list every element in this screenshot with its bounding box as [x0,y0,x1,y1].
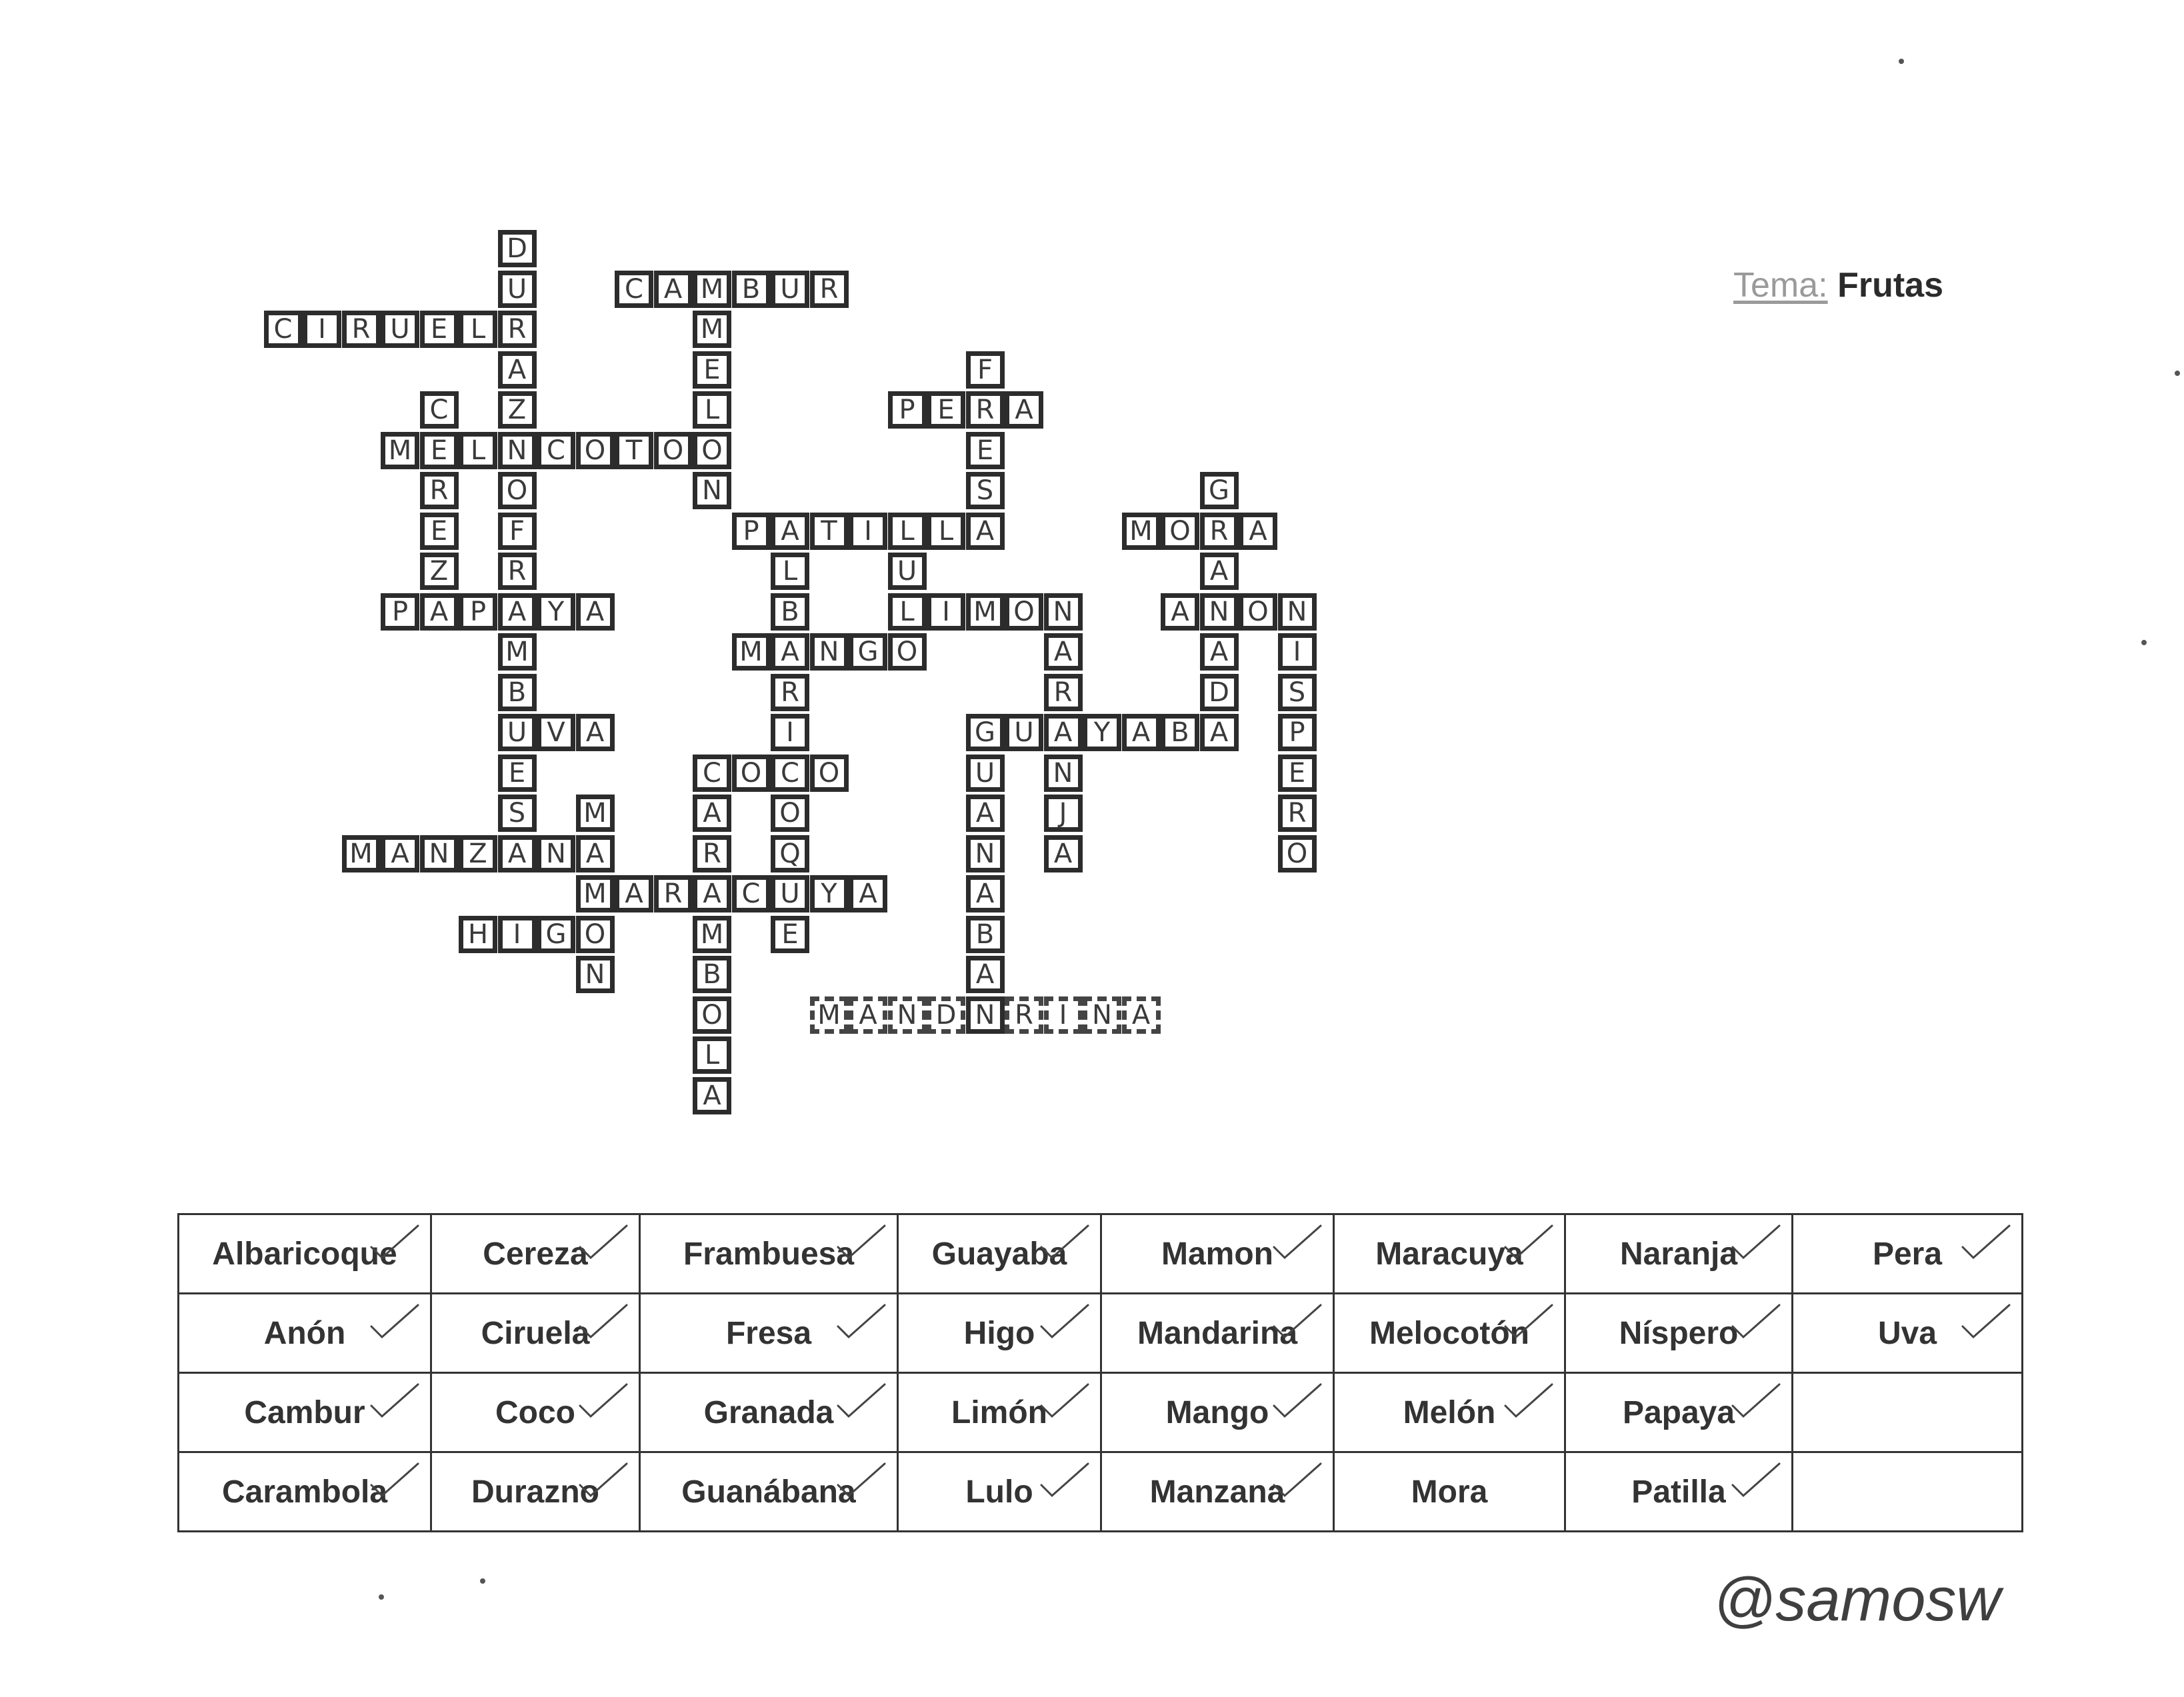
word-bank-row [179,1294,2023,1373]
crossword-cell: A [498,593,537,631]
crossword-cell: U [966,755,1005,792]
word-bank-word: Limón [951,1394,1047,1430]
crossword-cell: L [927,513,965,550]
crossword-cell: N [1083,996,1121,1034]
topic-heading [1733,265,1943,305]
crossword-cell: N [1278,593,1317,631]
word-bank-word: Papaya [1622,1394,1735,1430]
crossword-cell: G [537,916,575,953]
author-handle: @samosw [1713,1566,2001,1634]
word-bank-word: Fresa [725,1315,812,1351]
word-bank-word: Cereza [483,1236,588,1272]
crossword-cell: A [1200,553,1239,590]
word-bank-cell [1565,1452,1793,1532]
crossword-cell: T [615,432,653,469]
crossword-cell: U [498,271,537,308]
crossword-cell: O [693,432,731,469]
crossword-cell: A [1122,714,1161,751]
crossword-cell: U [771,875,809,912]
crossword-cell: A [615,875,653,912]
word-bank-cell [640,1373,898,1452]
crossword-cell: Z [420,553,459,590]
crossword-cell: A [693,1077,731,1114]
crossword-cell: E [420,513,459,550]
word-bank-cell [1793,1452,2023,1532]
word-bank-cell [1565,1214,1793,1294]
crossword-cell: M [342,835,381,872]
crossword-cell: A [1239,513,1277,550]
word-bank-word: Manzana [1149,1474,1285,1510]
crossword-cell: U [498,714,537,751]
crossword-cell: G [849,633,887,671]
scan-speck [1899,59,1904,64]
crossword-cell: R [1200,513,1239,550]
crossword-cell: E [420,432,459,469]
crossword-cell: E [771,916,809,953]
crossword-cell: L [888,593,927,631]
crossword-cell: A [1200,633,1239,671]
crossword-cell: N [1044,593,1083,631]
crossword-cell: N [966,996,1005,1034]
crossword-cell: P [1278,714,1317,751]
crossword-cell: N [498,432,537,469]
crossword-cell: Q [771,835,809,872]
crossword-cell: I [1278,633,1317,671]
word-bank-word: Mango [1165,1394,1269,1430]
crossword-cell: A [849,875,887,912]
word-bank-word: Cambur [244,1394,365,1430]
crossword-cell: N [966,835,1005,872]
word-bank-word: Melocotón [1369,1315,1529,1351]
check-mark-icon [1959,1222,2012,1262]
crossword-cell: D [498,230,537,267]
crossword-cell: R [498,553,537,590]
word-bank-word: Lulo [965,1474,1033,1510]
crossword-cell: L [888,513,927,550]
word-bank-cell [640,1294,898,1373]
word-bank-cell [898,1452,1101,1532]
crossword-cell: U [771,271,809,308]
crossword-cell: B [771,593,809,631]
word-bank-word: Coco [495,1394,575,1430]
crossword-cell: R [1005,996,1043,1034]
crossword-cell: A [1200,714,1239,751]
crossword-cell: O [888,633,927,671]
word-bank-word: Mora [1411,1474,1488,1510]
check-mark-icon [1270,1380,1323,1420]
crossword-cell: A [966,513,1005,550]
crossword-cell: C [693,755,731,792]
crossword-cell: R [771,674,809,711]
word-bank-word: Mamon [1161,1236,1273,1272]
word-bank-cell [179,1373,431,1452]
check-mark-icon [1270,1222,1323,1262]
word-bank-word: Níspero [1619,1315,1739,1351]
check-mark-icon [367,1380,421,1420]
crossword-cell: C [420,391,459,429]
crossword-cell: N [810,633,849,671]
crossword-cell: O [1005,593,1043,631]
crossword-cell: M [966,593,1005,631]
crossword-cell: R [966,391,1005,429]
crossword-cell: M [693,916,731,953]
word-bank-cell [1793,1373,2023,1452]
crossword-cell: R [693,835,731,872]
word-bank-word: Granada [703,1394,834,1430]
crossword-cell: Z [498,391,537,429]
crossword-cell: N [888,996,927,1034]
crossword-cell: A [498,835,537,872]
crossword-cell: A [654,271,693,308]
crossword-cell: R [810,271,849,308]
word-bank-word: Anón [263,1315,346,1351]
crossword-cell: R [654,875,693,912]
word-bank-cell [1334,1452,1565,1532]
crossword-cell: I [849,513,887,550]
scan-speck [2175,371,2180,376]
crossword-cell: A [1122,996,1161,1034]
crossword-cell: A [1161,593,1199,631]
crossword-cell: S [1278,674,1317,711]
word-bank-cell [1334,1214,1565,1294]
crossword-cell: A [771,513,809,550]
crossword-cell: O [771,795,809,832]
crossword-cell: O [654,432,693,469]
crossword-cell: B [1161,714,1199,751]
check-mark-icon [576,1380,629,1420]
crossword-cell: M [732,633,771,671]
crossword-cell: P [732,513,771,550]
crossword-cell: C [771,755,809,792]
word-bank-word: Guayaba [931,1236,1067,1272]
crossword-cell: B [966,916,1005,953]
word-bank-cell [1101,1214,1334,1294]
crossword-cell: V [537,714,575,751]
word-bank-cell [1793,1294,2023,1373]
word-bank-word: Higo [963,1315,1035,1351]
word-bank-word: Frambuesa [683,1236,855,1272]
crossword-cell: O [693,996,731,1034]
word-bank-word: Guanábana [681,1474,856,1510]
word-bank-cell [1334,1294,1565,1373]
word-bank-table [177,1213,2023,1532]
word-bank-row [179,1214,2023,1294]
crossword-cell: I [303,311,341,348]
crossword-cell: I [771,714,809,751]
crossword-cell: U [1005,714,1043,751]
crossword-cell: A [1044,835,1083,872]
crossword-cell: N [1044,755,1083,792]
crossword-cell: A [576,593,615,631]
word-bank-word: Maracuya [1375,1236,1523,1272]
topic-value: Frutas [1837,266,1943,305]
crossword-cell: P [459,593,497,631]
word-bank-cell [640,1214,898,1294]
crossword-cell: N [420,835,459,872]
crossword-cell: A [771,633,809,671]
crossword-cell: O [1161,513,1199,550]
check-mark-icon [1037,1460,1091,1500]
crossword-cell: I [498,916,537,953]
check-mark-icon [1959,1301,2012,1341]
word-bank-word: Patilla [1631,1474,1726,1510]
check-mark-icon [834,1301,887,1341]
crossword-cell: J [1044,795,1083,832]
crossword-cell: C [537,432,575,469]
word-bank-word: Uva [1877,1315,1937,1351]
word-bank-cell [1101,1294,1334,1373]
check-mark-icon [1037,1301,1091,1341]
crossword-cell: M [1122,513,1161,550]
crossword-cell: M [498,633,537,671]
crossword-cell: F [966,351,1005,389]
crossword-cell: E [498,755,537,792]
crossword-cell: C [615,271,653,308]
crossword-cell: A [966,875,1005,912]
crossword-cell: R [498,311,537,348]
crossword-cell: D [1200,674,1239,711]
crossword-cell: R [342,311,381,348]
crossword-cell: N [537,835,575,872]
crossword-cell: Y [1083,714,1121,751]
crossword-cell: L [693,1036,731,1074]
check-mark-icon [1501,1380,1555,1420]
crossword-cell: A [576,714,615,751]
check-mark-icon [367,1301,421,1341]
word-bank-word: Naranja [1619,1236,1738,1272]
check-mark-icon [1729,1460,1782,1500]
crossword-cell: R [1044,674,1083,711]
check-mark-icon [834,1380,887,1420]
crossword-cell: R [1278,795,1317,832]
scan-speck [379,1594,384,1600]
crossword-cell: O [1278,835,1317,872]
crossword-cell: O [498,472,537,509]
crossword-cell: A [1005,391,1043,429]
crossword-cell: A [693,795,731,832]
crossword-cell: B [732,271,771,308]
crossword-cell: N [693,472,731,509]
word-bank-word: Ciruela [481,1315,590,1351]
topic-label: Tema: [1733,266,1828,305]
crossword-cell: B [498,674,537,711]
crossword-cell: H [459,916,497,953]
word-bank-word: Pera [1872,1236,1943,1272]
crossword-cell: A [966,956,1005,993]
word-bank-cell [898,1373,1101,1452]
word-bank-cell [898,1294,1101,1373]
crossword-cell: E [693,351,731,389]
crossword-cell: A [576,835,615,872]
word-bank-word: Mandarina [1137,1315,1298,1351]
word-bank-word: Carambola [221,1474,388,1510]
crossword-cell: C [264,311,303,348]
word-bank-cell [179,1452,431,1532]
crossword-cell: U [888,553,927,590]
word-bank-cell [1793,1214,2023,1294]
crossword-cell: A [1044,714,1083,751]
word-bank-cell [431,1214,640,1294]
crossword-cell: A [498,351,537,389]
crossword-cell: D [927,996,965,1034]
crossword-cell: N [576,956,615,993]
crossword-cell: U [381,311,419,348]
crossword-cell: A [849,996,887,1034]
word-bank-cell [179,1214,431,1294]
crossword-cell: M [576,795,615,832]
crossword-cell: M [693,271,731,308]
word-bank-word: Melón [1403,1394,1496,1430]
crossword-cell: A [693,875,731,912]
crossword-cell: A [381,835,419,872]
crossword-cell: O [576,916,615,953]
crossword-cell: S [966,472,1005,509]
crossword-cell: N [1200,593,1239,631]
crossword-cell: G [1200,472,1239,509]
crossword-cell: F [498,513,537,550]
word-bank-cell [179,1294,431,1373]
word-bank-cell [431,1294,640,1373]
crossword-cell: E [927,391,965,429]
crossword-cell: E [966,432,1005,469]
word-bank-row [179,1452,2023,1532]
crossword-cell: M [381,432,419,469]
word-bank-cell [1334,1373,1565,1452]
word-bank-cell [640,1452,898,1532]
scan-speck [2141,640,2147,645]
crossword-cell: M [810,996,849,1034]
crossword-cell: P [888,391,927,429]
crossword-cell: L [459,311,497,348]
word-bank-cell [898,1214,1101,1294]
crossword-cell: M [576,875,615,912]
crossword-cell: E [1278,755,1317,792]
crossword-cell: C [732,875,771,912]
crossword-cell: M [693,311,731,348]
crossword-cell: E [420,311,459,348]
crossword-cell: B [693,956,731,993]
crossword-cell: L [693,391,731,429]
crossword-cell: L [771,553,809,590]
crossword-cell: O [810,755,849,792]
word-bank-cell [431,1452,640,1532]
crossword-cell: L [459,432,497,469]
check-mark-icon [1729,1380,1782,1420]
crossword-cell: O [576,432,615,469]
crossword-cell: S [498,795,537,832]
crossword-cell: O [732,755,771,792]
crossword-cell: T [810,513,849,550]
crossword-cell: A [420,593,459,631]
word-bank-cell [1565,1294,1793,1373]
word-bank-word: Albaricoque [212,1236,397,1272]
scan-speck [480,1578,485,1584]
word-bank-row [179,1373,2023,1452]
crossword-cell: Y [810,875,849,912]
crossword-cell: O [1239,593,1277,631]
crossword-cell: R [420,472,459,509]
crossword-cell: A [966,795,1005,832]
crossword-cell: Z [459,835,497,872]
crossword-cell: G [966,714,1005,751]
crossword-cell: P [381,593,419,631]
word-bank-cell [1101,1373,1334,1452]
word-bank-word: Durazno [471,1474,599,1510]
word-bank-cell [1565,1373,1793,1452]
crossword-cell: I [1044,996,1083,1034]
crossword-cell: Y [537,593,575,631]
crossword-cell: A [1044,633,1083,671]
word-bank-cell [431,1373,640,1452]
word-bank-cell [1101,1452,1334,1532]
crossword-cell: I [927,593,965,631]
